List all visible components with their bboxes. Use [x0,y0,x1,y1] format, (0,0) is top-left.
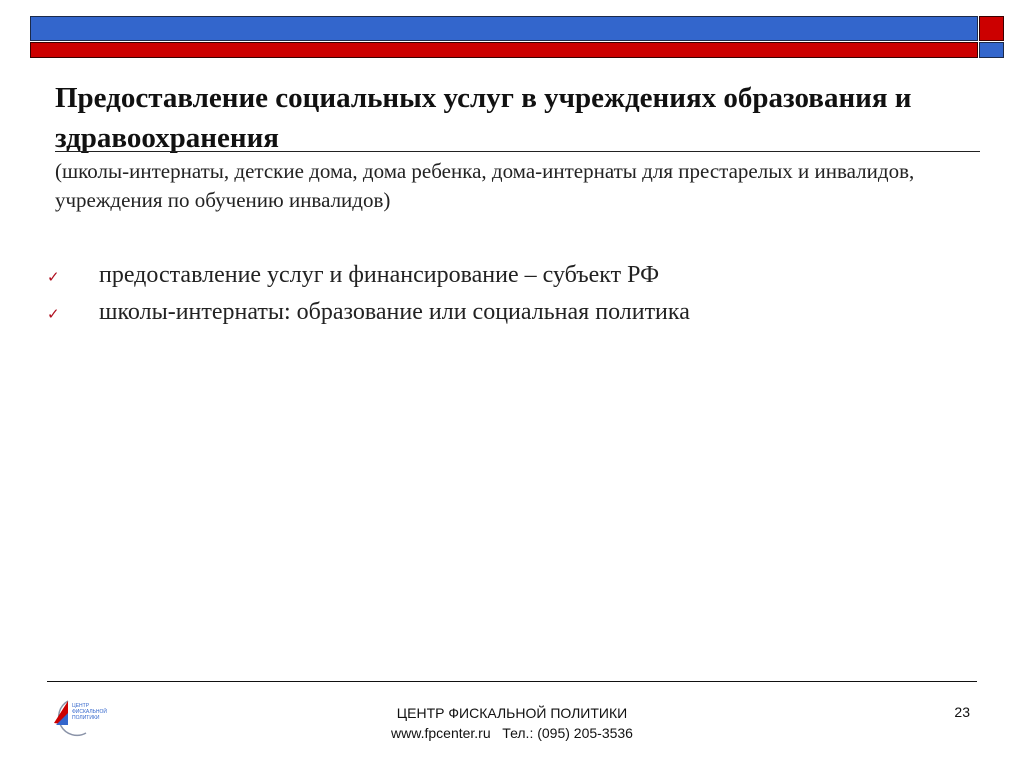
footer-organization: ЦЕНТР ФИСКАЛЬНОЙ ПОЛИТИКИ [396,705,628,721]
bullet-item [45,262,975,299]
logo-text-line: ЦЕНТР [72,703,90,709]
logo-text-line: ПОЛИТИКИ [72,715,100,721]
header-band-blue [30,16,978,41]
footer-contact: www.fpcenter.ru Тел.: (095) 205-3536 [391,725,633,741]
title-divider [55,151,980,152]
logo-text-line: ФИСКАЛЬНОЙ [72,709,108,715]
bullet-list [45,262,975,336]
checkmark-icon: ✓ [47,305,60,323]
fiscal-policy-center-logo [48,695,112,741]
header-corner-red-square [979,16,1004,41]
bullet-text: школы-интернаты: образование или социальная политика [99,299,690,325]
footer-divider [47,681,977,682]
bullet-text: предоставление услуг и финансирование – субъект РФ [99,262,660,288]
bullet-item [45,299,975,336]
header-corner-blue-square [979,42,1004,58]
page-number: 23 [954,704,970,720]
checkmark-icon: ✓ [47,268,60,286]
footer-info [300,703,724,743]
slide-subtitle: (школы-интернаты, детские дома, дома ребенка, дома-интернаты для престарелых и инвалидов, учреждения по обучению инвалидов) [55,159,915,212]
header-band-red [30,42,978,58]
slide-title: Предоставление социальных услуг в учреждениях образования и здравоохранения [55,82,912,154]
